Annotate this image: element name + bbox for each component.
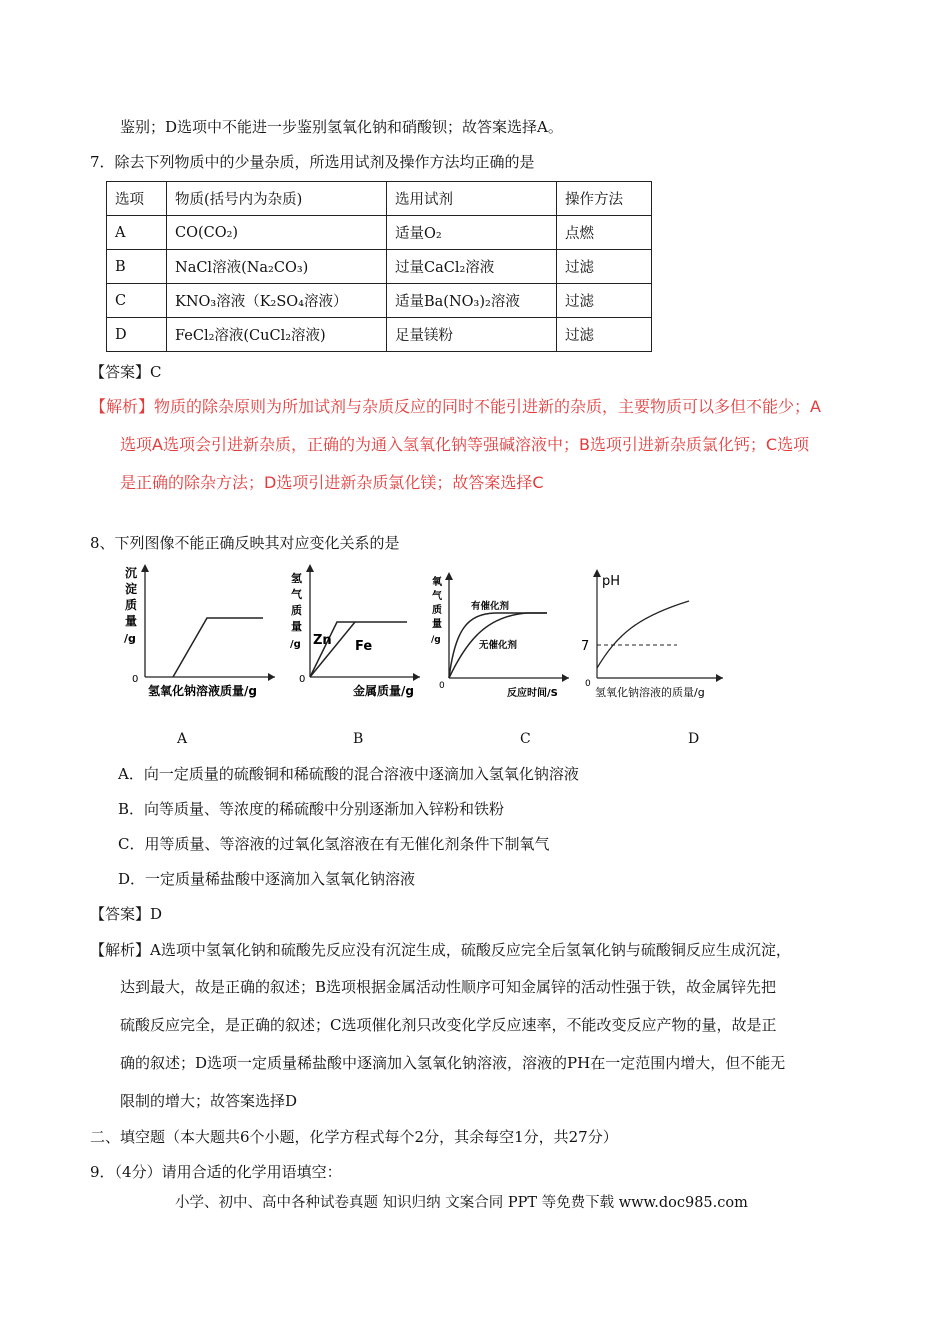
table-header-row: [107, 182, 652, 216]
table-cell: NaCl溶液(Na₂CO₃): [167, 250, 387, 284]
graph-a: [115, 562, 280, 700]
y-label-unit: /g: [431, 635, 441, 645]
series-label-catalyst: 有催化剂: [471, 601, 510, 612]
option-c: C．用等质量、等溶液的过氧化氢溶液在有无催化剂条件下制氧气: [118, 835, 550, 853]
section-heading: 二、填空题（本大题共6个小题，化学方程式每个2分，其余每空1分，共27分）: [90, 1128, 618, 1146]
y-label-char: 氧: [432, 577, 442, 588]
table-header: 选项: [107, 182, 167, 216]
y-axis-arrow-icon: [445, 572, 453, 580]
y-label-char: 气: [432, 591, 442, 602]
y-label-char: 量: [291, 620, 302, 633]
series-label-zn: Zn: [313, 633, 332, 648]
option-b: B．向等质量、等浓度的稀硫酸中分别逐渐加入锌粉和铁粉: [118, 800, 505, 818]
y-label-char: 质: [432, 605, 442, 616]
table-row: [107, 250, 652, 284]
y-axis-arrow-icon: [306, 564, 314, 572]
table-cell: 适量O₂: [387, 216, 557, 250]
series-label-fe: Fe: [355, 639, 373, 654]
table-cell: C: [107, 284, 167, 318]
table-header: 操作方法: [557, 182, 652, 216]
graph-d: [577, 565, 727, 700]
y-axis-arrow-icon: [141, 564, 149, 572]
answer-8: 【答案】D: [90, 905, 163, 923]
table-cell: 足量镁粉: [387, 318, 557, 352]
analysis-8-line: 达到最大，故是正确的叙述；B选项根据金属活动性顺序可知金属锌的活动性强于铁，故金属锌先把: [120, 978, 777, 996]
x-label: 金属质量/g: [353, 684, 414, 698]
table-cell: KNO₃溶液（K₂SO₄溶液）: [167, 284, 387, 318]
y-label-unit: /g: [290, 639, 301, 650]
y-label: pH: [602, 574, 621, 589]
option-d: D．一定质量稀盐酸中逐滴加入氢氧化钠溶液: [118, 870, 416, 888]
text-line: 鉴别；D选项中不能进一步鉴别氢氧化钠和硝酸钡；故答案选择A。: [120, 118, 563, 136]
table-cell: A: [107, 216, 167, 250]
graph-b: [285, 562, 425, 700]
series-label-no-catalyst: 无催化剂: [479, 640, 518, 651]
analysis-7-line: 选项A选项会引进新杂质，正确的为通入氢氧化钠等强碱溶液中；B选项引进新杂质氯化钙；C选项: [120, 435, 810, 454]
y-label-char: 淀: [125, 582, 138, 596]
analysis-7-line: 是正确的除杂方法；D选项引进新杂质氯化镁；故答案选择C: [120, 473, 544, 492]
y-label-char: 质: [291, 604, 302, 617]
table-header: 选用试剂: [387, 182, 557, 216]
graph-label-b: B: [353, 731, 364, 747]
table-cell: CO(CO₂): [167, 216, 387, 250]
question-8: 8、下列图像不能正确反映其对应变化关系的是: [90, 534, 400, 552]
x-label: 反应时间/S: [507, 688, 558, 699]
x-axis-arrow-icon: [268, 673, 275, 681]
y-label-char: 气: [291, 588, 302, 601]
option-a: A．向一定质量的硫酸铜和稀硫酸的混合溶液中逐滴加入氢氧化钠溶液: [118, 765, 579, 783]
precipitate-curve: [173, 618, 263, 677]
table-cell: 过量CaCl₂溶液: [387, 250, 557, 284]
graph-label-a: A: [177, 731, 188, 747]
x-axis-arrow-icon: [716, 674, 723, 682]
analysis-8-line: 限制的增大；故答案选择D: [120, 1092, 298, 1110]
table-cell: 过滤: [557, 250, 652, 284]
y-label-char: 量: [432, 619, 442, 630]
y-label-unit: /g: [124, 632, 136, 645]
x-label: 氢氧化钠溶液的质量/g: [595, 686, 705, 699]
graph-label-d: D: [688, 731, 700, 747]
x-axis-arrow-icon: [413, 673, 420, 681]
y-label-char: 氢: [291, 572, 302, 585]
y-label-char: 沉: [125, 566, 138, 580]
table-cell: 点燃: [557, 216, 652, 250]
origin-label: 0: [585, 679, 591, 689]
x-axis-arrow-icon: [562, 674, 569, 682]
table-header: 物质(括号内为杂质): [167, 182, 387, 216]
analysis-7-line: 【解析】物质的除杂原则为所加试剂与杂质反应的同时不能引进新的杂质，主要物质可以多但不能少；A: [90, 397, 821, 416]
question-9: 9．（4分）请用合适的化学用语填空：: [90, 1163, 342, 1181]
analysis-8-line: 【解析】A选项中氢氧化钠和硫酸先反应没有沉淀生成，硫酸反应完全后氢氧化钠与硫酸铜反应生成沉淀，: [90, 941, 791, 959]
answer-7: 【答案】C: [90, 363, 162, 381]
graph-c: [427, 570, 575, 700]
table-cell: B: [107, 250, 167, 284]
tick-label: 7: [581, 639, 590, 654]
question-7: 7．除去下列物质中的少量杂质，所选用试剂及操作方法均正确的是: [90, 153, 535, 171]
y-axis-arrow-icon: [593, 569, 601, 577]
origin-label: 0: [299, 674, 306, 685]
graph-label-c: C: [520, 731, 531, 747]
origin-label: 0: [132, 674, 139, 685]
y-label-char: 质: [125, 598, 138, 612]
table-cell: 过滤: [557, 284, 652, 318]
table-row: [107, 284, 652, 318]
x-label: 氢氧化钠溶液质量/g: [148, 684, 257, 698]
options-table: [106, 181, 652, 352]
footer-text: 小学、初中、高中各种试卷真题 知识归纳 文案合同 PPT 等免费下载 www.doc985.com: [175, 1195, 748, 1211]
table-cell: 过滤: [557, 318, 652, 352]
analysis-8-line: 确的叙述；D选项一定质量稀盐酸中逐滴加入氢氧化钠溶液，溶液的PH在一定范围内增大，但不能无: [120, 1054, 786, 1072]
table-row: [107, 318, 652, 352]
ph-curve: [597, 601, 689, 668]
y-label-char: 量: [125, 614, 138, 628]
origin-label: 0: [439, 681, 445, 691]
table-cell: D: [107, 318, 167, 352]
table-cell: FeCl₂溶液(CuCl₂溶液): [167, 318, 387, 352]
table-cell: 适量Ba(NO₃)₂溶液: [387, 284, 557, 318]
table-row: [107, 216, 652, 250]
analysis-8-line: 硫酸反应完全，是正确的叙述；C选项催化剂只改变化学反应速率，不能改变反应产物的量，故是正: [120, 1016, 777, 1034]
